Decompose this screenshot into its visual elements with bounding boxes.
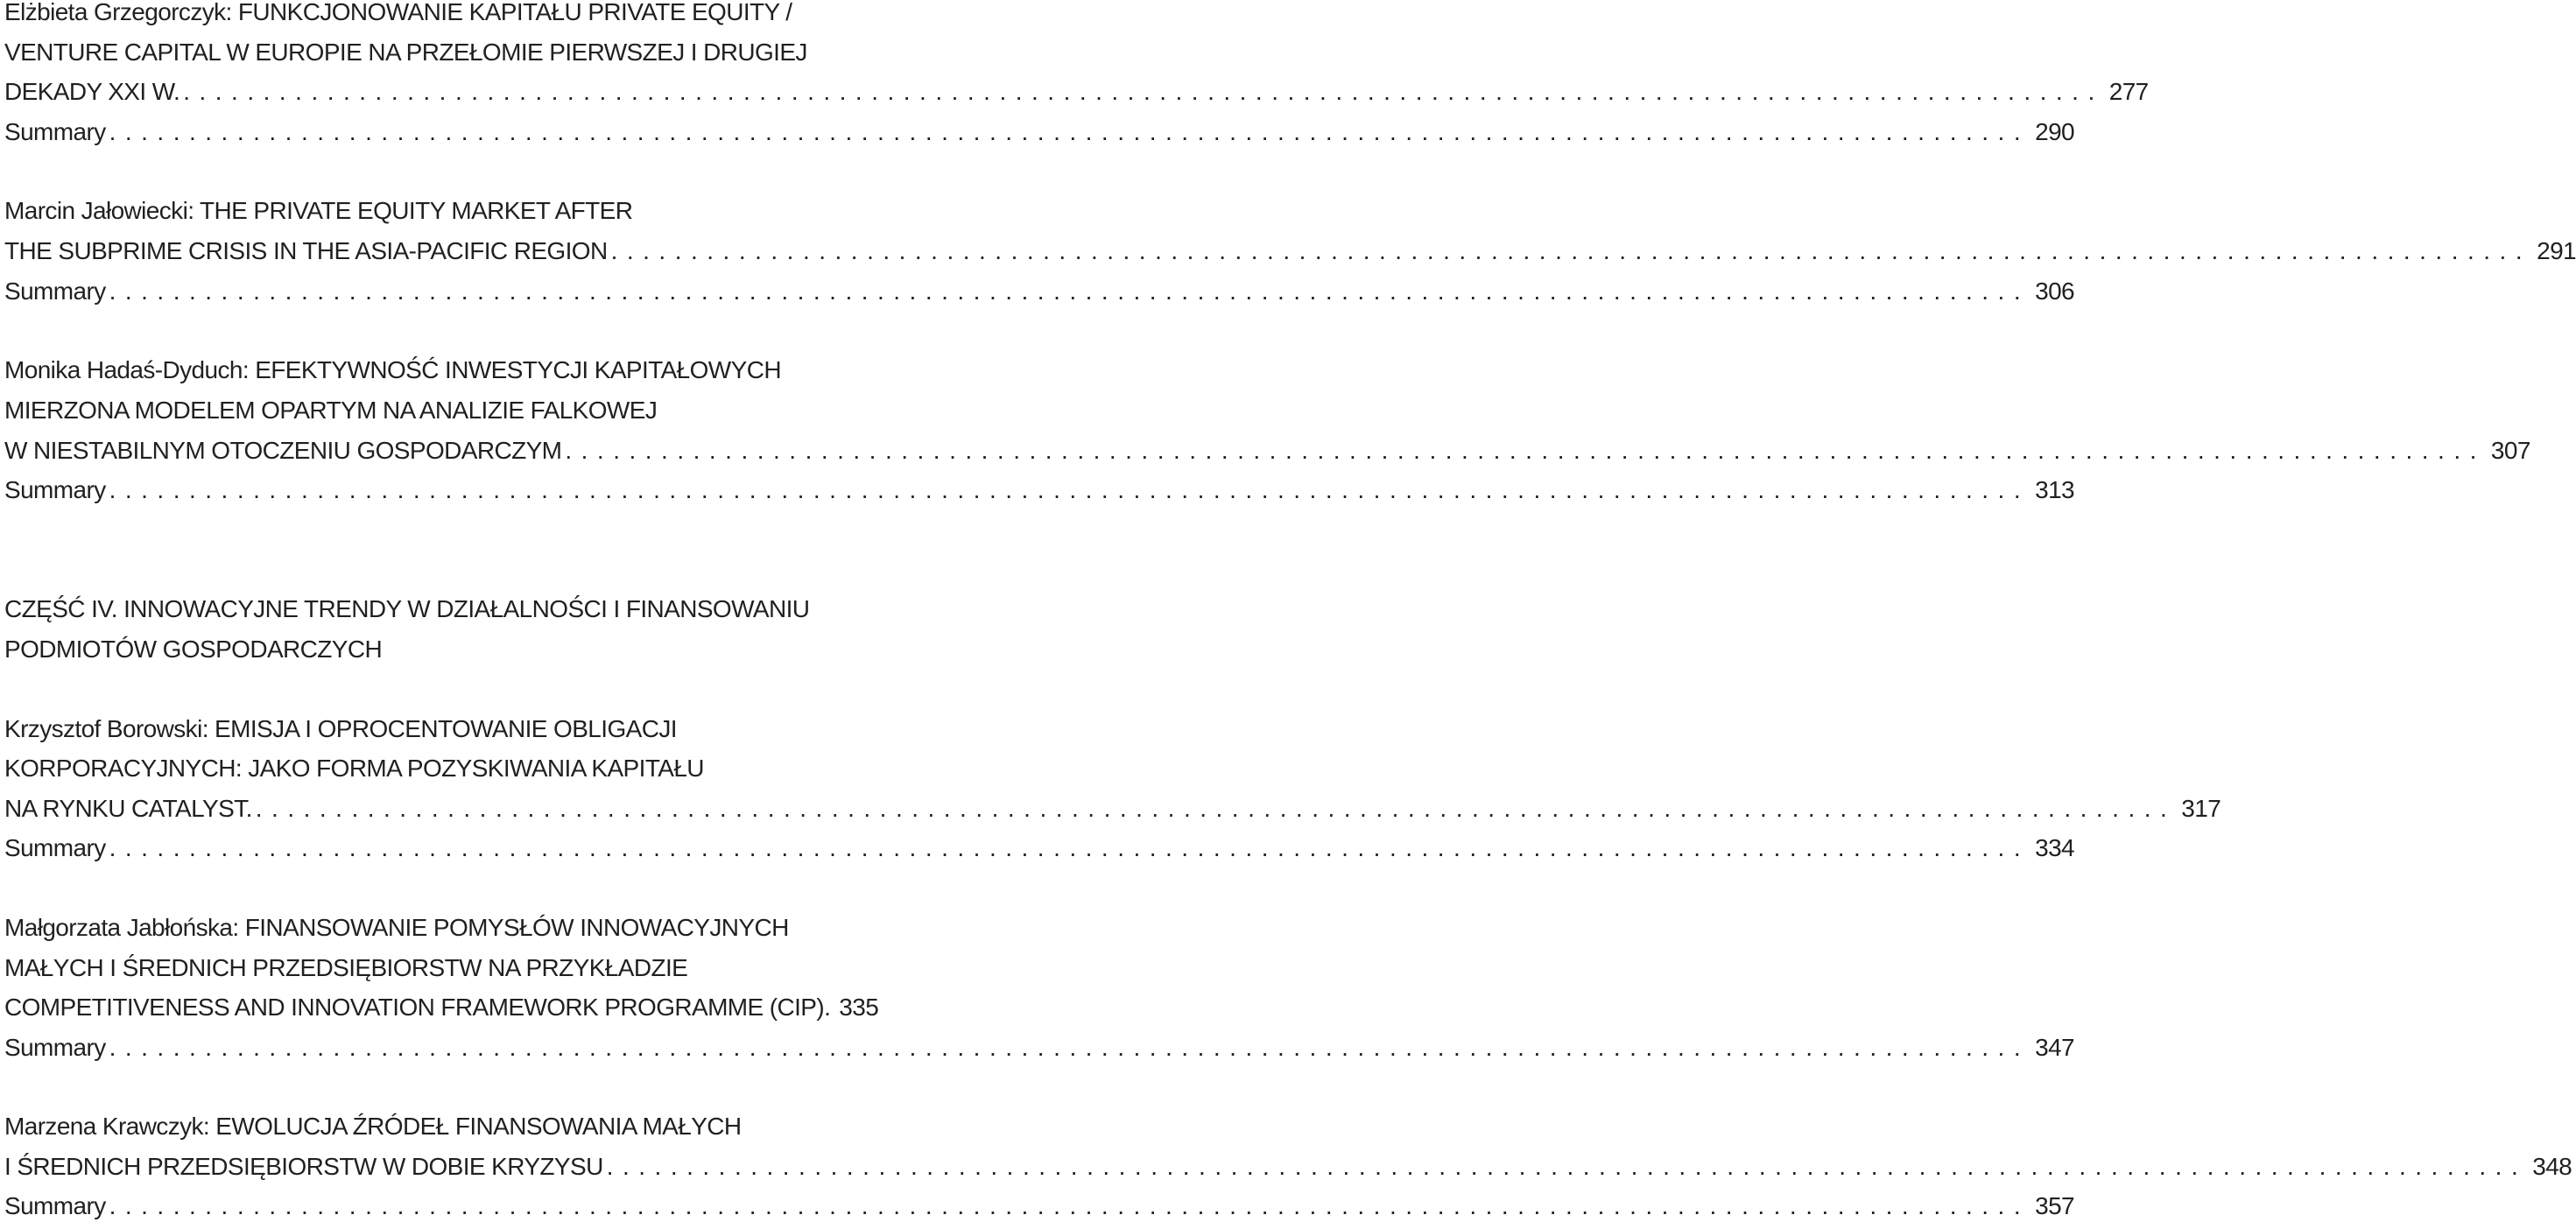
- toc-entry-title-line: [4, 37, 837, 68]
- toc-title-text: I ŚREDNICH PRZEDSIĘBIORSTW W DOBIE KRYZYSU: [4, 1153, 603, 1180]
- page-number: 307: [2490, 437, 2530, 464]
- toc-summary-line: [4, 116, 2075, 148]
- toc-title-text: THE SUBPRIME CRISIS IN THE ASIA-PACIFIC REGION: [4, 237, 608, 264]
- toc-title-text: Krzysztof Borowski: EMISJA I OPROCENTOWANIE OBLIGACJI: [4, 715, 677, 742]
- toc-title-text: VENTURE CAPITAL W EUROPIE NA PRZEŁOMIE PIERWSZEJ I DRUGIEJ: [4, 39, 807, 66]
- dot-leader: ........................................................................................................................: [109, 277, 2031, 305]
- summary-label: Summary: [4, 277, 106, 305]
- dot-leader: ........................................................................................................................: [109, 834, 2031, 861]
- summary-page-number: 347: [2035, 1034, 2075, 1061]
- toc-title-text: DEKADY XXI W.: [4, 78, 180, 105]
- toc-entry-title-line: [4, 912, 837, 944]
- toc-title-text: NA RYNKU CATALYST.: [4, 795, 252, 822]
- summary-page-number: 290: [2035, 118, 2075, 145]
- summary-page-number: 334: [2035, 834, 2075, 861]
- page-number: 277: [2108, 78, 2149, 105]
- toc-summary-line: [4, 474, 2075, 506]
- toc-entry-last-line: [4, 76, 2149, 108]
- toc-title-text: KORPORACYJNYCH: JAKO FORMA POZYSKIWANIA KAPITAŁU: [4, 755, 704, 782]
- page-number: 291: [2537, 237, 2576, 264]
- summary-page-number: 306: [2035, 277, 2075, 305]
- toc-title-text: Elżbieta Grzegorczyk: FUNKCJONOWANIE KAPITAŁU PRIVATE EQUITY /: [4, 0, 792, 25]
- page-number: 335: [839, 994, 879, 1021]
- toc-summary-line: [4, 1190, 2075, 1222]
- toc-summary-line: [4, 276, 2075, 307]
- toc-entry-last-line: [4, 793, 2221, 825]
- summary-label: Summary: [4, 476, 106, 503]
- summary-page-number: 313: [2035, 476, 2075, 503]
- dot-leader: ........................................................................................................................: [606, 1153, 2528, 1180]
- toc-entry-title-line: [4, 713, 837, 745]
- toc-summary-line: [4, 832, 2075, 864]
- toc-title-text: COMPETITIVENESS AND INNOVATION FRAMEWORK PROGRAMME (CIP).: [4, 994, 831, 1021]
- dot-leader: ........................................................................................................................: [255, 795, 2177, 822]
- summary-page-number: 357: [2035, 1192, 2075, 1219]
- toc-entry-last-line: [4, 235, 2576, 267]
- toc-entry-title-line: [4, 0, 837, 28]
- summary-label: Summary: [4, 1034, 106, 1061]
- dot-leader: ........................................................................................................................: [109, 118, 2031, 145]
- toc-entry-title-line: [4, 355, 837, 386]
- toc-title-text: Monika Hadaś-Dyduch: EFEKTYWNOŚĆ INWESTYCJI KAPITAŁOWYCH: [4, 356, 781, 383]
- summary-label: Summary: [4, 1192, 106, 1219]
- dot-leader: ........................................................................................................................: [109, 1192, 2031, 1219]
- dot-leader: ........................................................................................................................: [183, 78, 2104, 105]
- toc-entry-last-line: [4, 435, 2530, 467]
- summary-label: Summary: [4, 834, 106, 861]
- toc-entry-title-line: [4, 395, 837, 426]
- toc-title-text: MAŁYCH I ŚREDNICH PRZEDSIĘBIORSTW NA PRZYKŁADZIE: [4, 954, 688, 981]
- part-heading-text: CZĘŚĆ IV. INNOWACYJNE TRENDY W DZIAŁALNOŚCI I FINANSOWANIU: [4, 595, 810, 622]
- toc-summary-line: [4, 1032, 2075, 1064]
- toc-title-text: Małgorzata Jabłońska: FINANSOWANIE POMYSŁÓW INNOWACYJNYCH: [4, 914, 789, 941]
- toc-entry-title-line: [4, 1111, 837, 1142]
- part-heading-line: [4, 634, 837, 665]
- toc-title-text: MIERZONA MODELEM OPARTYM NA ANALIZIE FALKOWEJ: [4, 397, 658, 424]
- page-number: 348: [2532, 1153, 2572, 1180]
- dot-leader: ........................................................................................................................: [109, 1034, 2031, 1061]
- toc-title-text: W NIESTABILNYM OTOCZENIU GOSPODARCZYM: [4, 437, 562, 464]
- dot-leader: ........................................................................................................................: [109, 476, 2031, 503]
- part-heading-line: [4, 593, 837, 625]
- toc-title-text: Marcin Jałowiecki: THE PRIVATE EQUITY MARKET AFTER: [4, 197, 633, 224]
- toc-entry-title-line: [4, 195, 837, 227]
- page-number: 317: [2181, 795, 2221, 822]
- toc-entry-title-line: [4, 952, 837, 984]
- dot-leader: ........................................................................................................................: [610, 237, 2532, 264]
- toc-entry-last-line: [4, 1151, 2572, 1183]
- summary-label: Summary: [4, 118, 106, 145]
- toc-entry-last-line: [4, 992, 879, 1023]
- dot-leader: ........................................................................................................................: [565, 437, 2486, 464]
- part-heading-text: PODMIOTÓW GOSPODARCZYCH: [4, 636, 383, 663]
- toc-entry-title-line: [4, 753, 837, 784]
- toc-title-text: Marzena Krawczyk: EWOLUCJA ŹRÓDEŁ FINANSOWANIA MAŁYCH: [4, 1113, 742, 1140]
